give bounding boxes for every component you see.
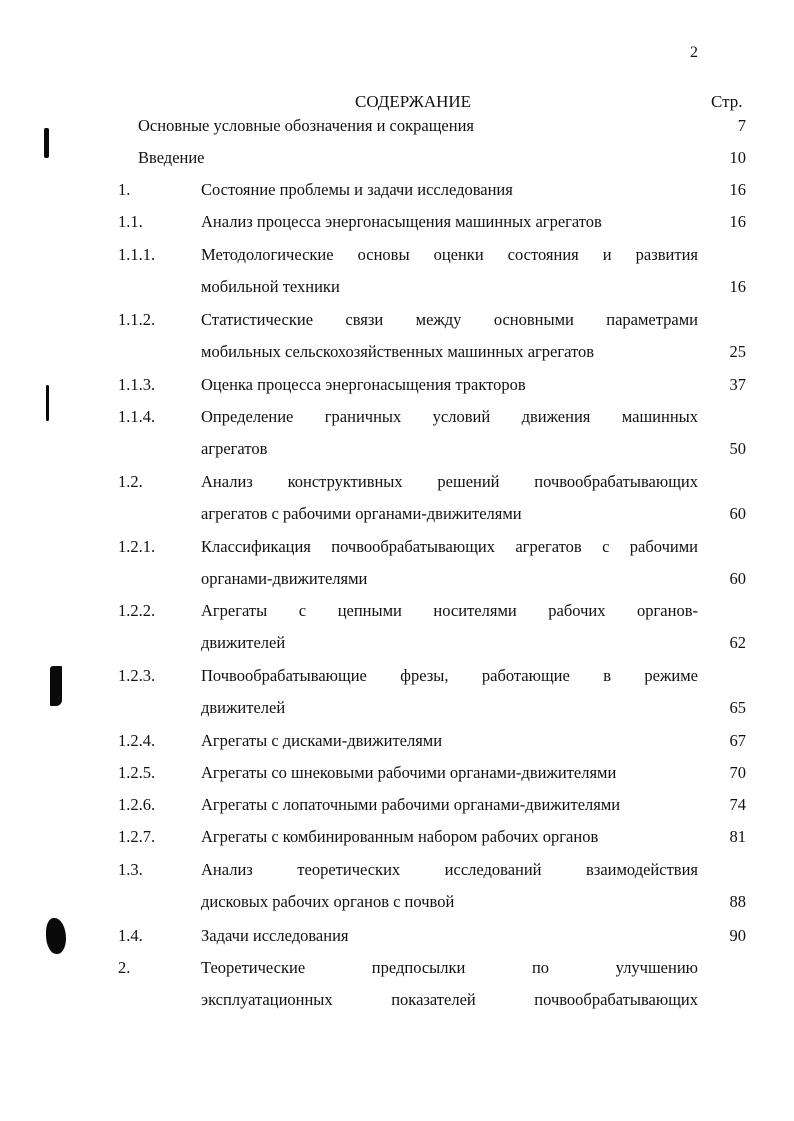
toc-entry-page: 90 bbox=[729, 926, 746, 945]
toc-entry-page: 25 bbox=[729, 342, 746, 361]
toc-entry-page: 67 bbox=[729, 731, 746, 750]
page-number: 2 bbox=[690, 44, 698, 61]
toc-entry-title: Агрегаты с цепными носителями рабочих органов- bbox=[201, 601, 698, 620]
front-matter-page: 10 bbox=[729, 148, 746, 167]
toc-entry-number: 1.4. bbox=[118, 926, 143, 945]
toc-entry bbox=[0, 245, 794, 309]
toc-entry-number: 1.1.2. bbox=[118, 310, 156, 329]
toc-entry-number: 1.1.1. bbox=[118, 245, 156, 264]
toc-entry bbox=[0, 860, 794, 924]
toc-entry-title: Анализ конструктивных решений почвообрабатывающих bbox=[201, 472, 698, 491]
scan-mark bbox=[50, 666, 62, 706]
toc-entry-number: 1.1.4. bbox=[118, 407, 156, 426]
toc-entry-page: 62 bbox=[729, 633, 746, 652]
toc-entry-number: 1.2.7. bbox=[118, 827, 156, 846]
toc-entry-title-continued: дисковых рабочих органов с почвой bbox=[201, 892, 455, 911]
toc-entry bbox=[0, 472, 794, 536]
front-matter-text: Основные условные обозначения и сокращения bbox=[138, 116, 474, 135]
toc-entry-number: 1.2.1. bbox=[118, 537, 156, 556]
toc-entry-number: 1.2.6. bbox=[118, 795, 156, 814]
toc-entry-number: 1.1. bbox=[118, 212, 143, 231]
toc-entry-title-continued: агрегатов с рабочими органами-движителями bbox=[201, 504, 522, 523]
toc-entry-title: Классификация почвообрабатывающих агрегатов с рабочими bbox=[201, 537, 698, 556]
toc-entry-page: 16 bbox=[729, 180, 746, 199]
toc-entry-title: Теоретические предпосылки по улучшению bbox=[201, 958, 698, 977]
toc-entry bbox=[0, 601, 794, 665]
toc-entry-number: 1.1.3. bbox=[118, 375, 156, 394]
toc-entry bbox=[0, 407, 794, 471]
toc-entry-number: 1.2.2. bbox=[118, 601, 156, 620]
toc-entry-title: Состояние проблемы и задачи исследования bbox=[201, 180, 513, 199]
toc-entry-page: 60 bbox=[729, 569, 746, 588]
toc-entry-title: Агрегаты с лопаточными рабочими органами-движителями bbox=[201, 795, 621, 814]
toc-entry-number: 1.2.4. bbox=[118, 731, 156, 750]
toc-entry-title: Почвообрабатывающие фрезы, работающие в режиме bbox=[201, 666, 698, 685]
toc-entry-title: Анализ процесса энергонасыщения машинных агрегатов bbox=[201, 212, 602, 231]
toc-entry-title-continued: мобильных сельскохозяйственных машинных агрегатов bbox=[201, 342, 595, 361]
front-matter-page: 7 bbox=[737, 116, 746, 135]
toc-entry bbox=[0, 537, 794, 601]
toc-entry-page: 65 bbox=[729, 698, 746, 717]
toc-entry-number: 1.2. bbox=[118, 472, 143, 491]
toc-entry-title-continued: движителей bbox=[201, 633, 286, 652]
toc-entry-title: Агрегаты с дисками-движителями bbox=[201, 731, 443, 750]
toc-entry-title: Статистические связи между основными параметрами bbox=[201, 310, 698, 329]
toc-entry-page: 70 bbox=[729, 763, 746, 782]
page-column-header: Стр. bbox=[711, 92, 743, 111]
toc-entry-title: Агрегаты с комбинированным набором рабочих органов bbox=[201, 827, 599, 846]
toc-entry-number: 1.3. bbox=[118, 860, 143, 879]
toc-entry-title-continued: органами-движителями bbox=[201, 569, 368, 588]
toc-entry-page: 16 bbox=[729, 212, 746, 231]
toc-entry bbox=[0, 310, 794, 374]
toc-entry-page: 37 bbox=[729, 375, 746, 394]
front-matter-text: Введение bbox=[138, 148, 205, 167]
toc-entry-title: Определение граничных условий движения машинных bbox=[201, 407, 698, 426]
toc-entry-number: 1.2.5. bbox=[118, 763, 156, 782]
scan-mark bbox=[46, 385, 49, 421]
toc-entry-number: 2. bbox=[118, 958, 131, 977]
toc-entry-page: 60 bbox=[729, 504, 746, 523]
toc-entry-title-continued: движителей bbox=[201, 698, 286, 717]
toc-entry-page: 81 bbox=[729, 827, 746, 846]
toc-entry-number: 1.2.3. bbox=[118, 666, 156, 685]
toc-entry bbox=[0, 666, 794, 730]
toc-entry-page: 16 bbox=[729, 277, 746, 296]
toc-entry-title-continued: мобильной техники bbox=[201, 277, 340, 296]
toc-entry-title-continued: агрегатов bbox=[201, 439, 268, 458]
toc-entry bbox=[0, 958, 794, 1022]
toc-entry-page: 88 bbox=[729, 892, 746, 911]
toc-entry-page: 50 bbox=[729, 439, 746, 458]
toc-entry-title: Агрегаты со шнековыми рабочими органами-движителями bbox=[201, 763, 617, 782]
toc-entry-page: 74 bbox=[729, 795, 746, 814]
scan-mark bbox=[44, 128, 49, 158]
toc-entry-number: 1. bbox=[118, 180, 131, 199]
toc-entry-title: Задачи исследования bbox=[201, 926, 349, 945]
page-title: СОДЕРЖАНИЕ bbox=[355, 92, 472, 111]
toc-entry-title: Анализ теоретических исследований взаимодействия bbox=[201, 860, 698, 879]
toc-entry-title-continued: эксплуатационных показателей почвообрабатывающих bbox=[201, 990, 698, 1009]
toc-entry-title: Оценка процесса энергонасыщения тракторов bbox=[201, 375, 526, 394]
toc-entry-title: Методологические основы оценки состояния и развития bbox=[201, 245, 698, 264]
